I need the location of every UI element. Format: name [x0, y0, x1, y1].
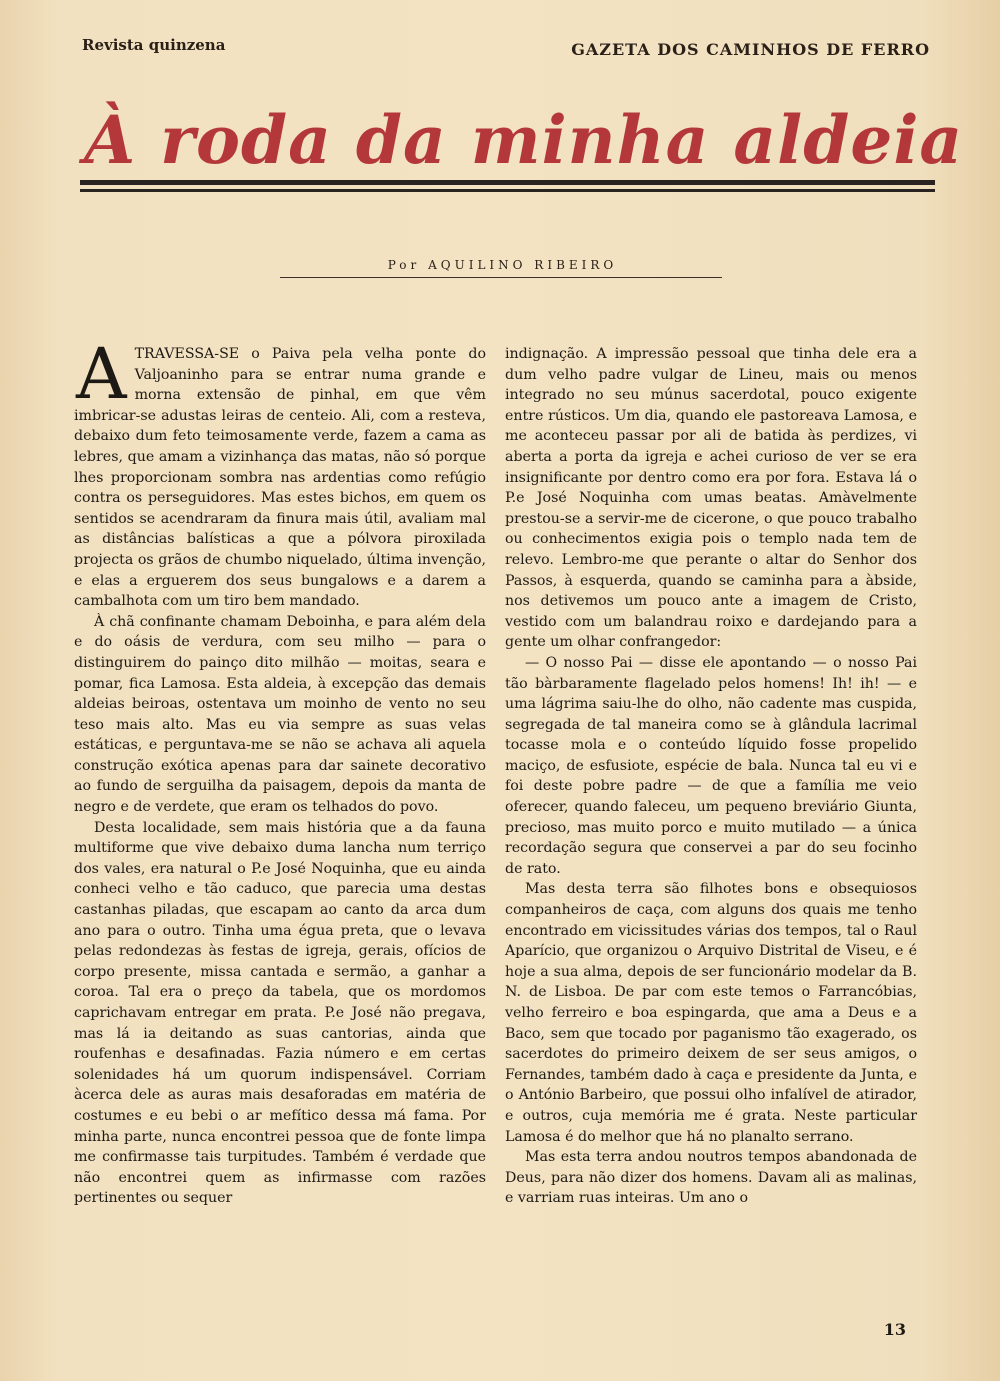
title-rule-thin — [80, 189, 935, 192]
byline-underline — [280, 277, 722, 278]
paragraph: Mas desta terra são filhotes bons e obsequiosos companheiros de caça, com alguns dos quais me tenho encontrado em vicissitudes várias dos tempos, tal o Raul Aparício, que organizou o Arquivo Distrital de Viseu, e é hoje a sua alma, depois de ser funcionário modelar da B. N. de Lisboa. De par com este temos o Farrancóbias, velho ferreiro e boa espingarda, que ama a Deus e a Baco, sem que tocado por paganismo tão exagerado, os sacerdotes do primeiro deixem de ser seus amigos, o Fernandes, também dado à caça e presidente da Junta, e o António Barbeiro, que possui olho infalível de atirador, e outros, cuja memória me é grata. Neste particular Lamosa é do melhor que há no planalto serrano. — [505, 881, 917, 1145]
paragraph-text: TRAVESSA-SE o Paiva pela velha ponte do Valjoaninho para se entrar numa grande e morna extensão de pinhal, em que vêm imbricar-se adustas leiras de centeio. Ali, com a resteva, debaixo dum feto teimosamente verde, fazem a cama as lebres, que amam a vizinhança das matas, não só porque lhes proporcionam sombra nas ardentias como refúgio contra os perseguidores. Mas estes bichos, em quem os sentidos se acendraram da finura mais útil, avaliam mal as distâncias balísticas a que a pólvora piroxilada projecta os grãos de chumbo niquelado, última invenção, e elas a erguerem dos seus bungalows e a darem a cambalhota com um tiro bem mandado. — [74, 346, 486, 610]
author-byline: Por AQUILINO RIBEIRO — [387, 258, 618, 272]
text-column-left — [74, 333, 486, 1209]
text-column-right — [505, 344, 917, 1209]
paragraph: À chã confinante chamam Deboinha, e para além dela e do oásis de verdura, com seu milho — para o distinguirem do painço dito milhão — moitas, seara e pomar, fica Lamosa. Esta aldeia, à excepção das demais aldeias beiroas, ostentava um moinho de vento no seu teso mais alto. Mas eu via sempre as suas velas estáticas, e perguntava-me se não se achava ali aquela construção exótica apenas para dar sainete decorativo ao fundo de serguilha da paisagem, depois da manta de negro e de verdete, que eram os telhados do povo. — [74, 613, 486, 816]
paragraph: Mas esta terra andou noutros tempos abandonada de Deus, para não dizer dos homens. Davam ali as malinas, e varriam ruas inteiras. Um ano o — [505, 1149, 917, 1207]
page-number: 13 — [883, 1320, 906, 1339]
title-rule-thick — [80, 180, 935, 185]
running-header-right: GAZETA DOS CAMINHOS DE FERRO — [571, 40, 930, 59]
paragraph: Desta localidade, sem mais história que a da fauna multiforme que vive debaixo duma lancha num terriço dos vales, era natural o P.e José Noquinha, que eu ainda conheci velho e tão caduco, que parecia uma destas castanhas piladas, que escapam ao canto da arca dum ano para o outro. Tinha uma égua preta, que o levava pelas redondezas às festas de igreja, gerais, ofícios de corpo presente, missa cantada e sermão, a ganhar a coroa. Tal era o preço da tabela, que os mordomos caprichavam entregar em prata. P.e José não pregava, mas lá ia deitando as suas cantorias, ainda que roufenhas e desafinadas. Fazia número e em certas solenidades há um quorum indispensável. Corriam àcerca dele as auras mais desaforadas em matéria de costumes e eu bebi o ar mefítico dessa má fama. Por minha parte, nunca encontrei pessoa que de fonte limpa me confirmasse tais turpitudes. Também é verdade que não encontrei quem as infirmasse com razões pertinentes ou sequer — [74, 819, 486, 1207]
drop-cap: A — [76, 333, 127, 415]
paragraph — [74, 333, 486, 612]
article-title: À roda da minha aldeia — [84, 101, 964, 179]
paragraph: indignação. A impressão pessoal que tinha dele era a dum velho padre vulgar de Lineu, mais ou menos integrado no seu múnus sacerdotal, pouco exigente entre rústicos. Um dia, quando ele pastoreava Lamosa, e me aconteceu passar por ali de batida às perdizes, vi aberta a porta da igreja e achei curioso de ver se era insignificante por dentro como era por fora. Estava lá o P.e José Noquinha com umas beatas. Amàvelmente prestou-se a servir-me de cicerone, o que pouco trabalho ou conhecimentos exigia pois o templo nada tem de relevo. Lembro-me que perante o altar do Senhor dos Passos, à esquerda, quando se caminha para a àbside, nos detivemos um pouco ante a imagem de Cristo, vestido com um balandrau roixo e dardejando para a gente um olhar confrangedor: — [505, 346, 917, 651]
paragraph: — O nosso Pai — disse ele apontando — o nosso Pai tão bàrbaramente flagelado pelos homens! Ih! ih! — e uma lágrima saiu-lhe do olho, não cadente mas cuspida, segregada de tal maneira como se à glândula lacrimal tocasse mola e o conteúdo líquido fosse propelido maciço, de esfusiote, espécie de bala. Nunca tal eu vi e foi deste pobre padre — de que a família me veio oferecer, quando faleceu, um pequeno breviário Giunta, precioso, mas muito porco e muito mutilado — a única recordação segura que conservei a par do seu focinho de rato. — [505, 654, 917, 877]
running-header-left: Revista quinzena — [82, 36, 226, 54]
